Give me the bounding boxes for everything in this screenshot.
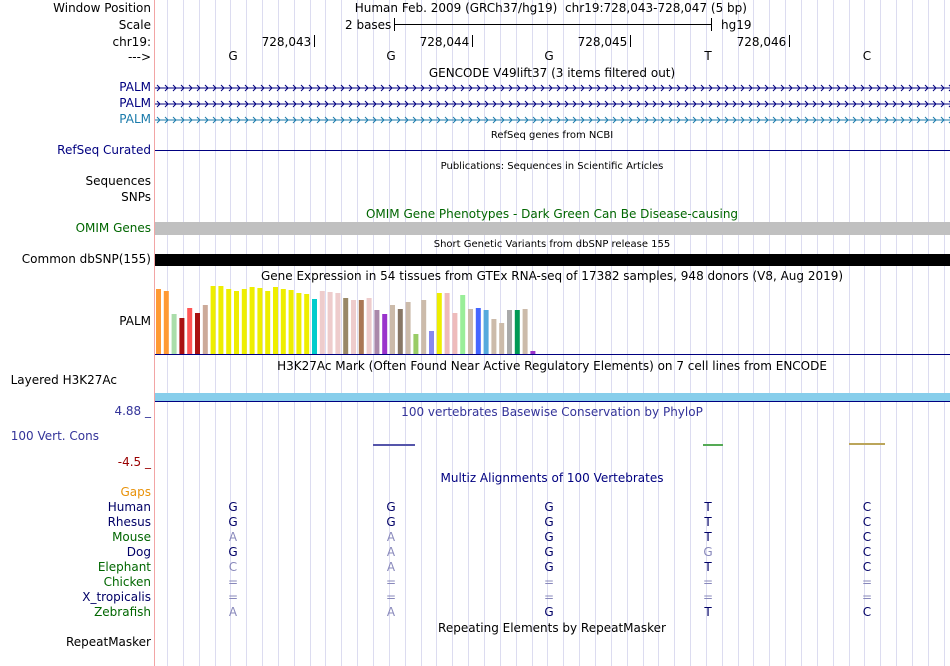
alignment-base: C bbox=[862, 500, 872, 514]
gtex-tissue-bar bbox=[476, 308, 481, 354]
alignment-base: T bbox=[704, 500, 712, 514]
gtex-tissue-bar bbox=[335, 293, 340, 354]
gtex-tissue-bar bbox=[257, 288, 262, 354]
gtex-tissue-bar bbox=[234, 291, 239, 354]
alignment-base: = bbox=[702, 575, 714, 589]
alignment-base: = bbox=[702, 590, 714, 604]
alignment-base: C bbox=[862, 605, 872, 619]
gtex-track-title: Gene Expression in 54 tissues from GTEx RNA-seq of 17382 samples, 948 donors (V8, Aug 2019) bbox=[260, 269, 844, 283]
position-readout: chr19:728,043-728,047 (5 bp) bbox=[565, 1, 747, 15]
gtex-tissue-bar bbox=[359, 300, 364, 354]
gtex-tissue-bar bbox=[452, 313, 457, 354]
alignment-base: C bbox=[862, 545, 872, 559]
repeatmasker-label[interactable]: RepeatMasker bbox=[65, 635, 151, 649]
species-label: Rhesus bbox=[107, 515, 151, 529]
refseq-curated-label[interactable]: RefSeq Curated bbox=[57, 143, 151, 157]
scale-bar-text: 2 bases bbox=[345, 18, 392, 32]
species-label: Elephant bbox=[97, 560, 151, 574]
window-position-label: Window Position bbox=[53, 1, 151, 15]
gtex-tissue-bar bbox=[172, 314, 177, 354]
omim-gene-bar[interactable] bbox=[155, 222, 950, 235]
gtex-tissue-bar bbox=[273, 287, 278, 354]
scale-bar-line bbox=[394, 24, 711, 25]
phylop-score-2 bbox=[703, 444, 723, 446]
species-label: X_tropicalis bbox=[82, 590, 151, 604]
refseq-gene-line[interactable] bbox=[155, 150, 950, 151]
conservation-max-label: 4.88 _ bbox=[114, 404, 151, 418]
gencode-track-title: GENCODE V49lift37 (3 items filtered out) bbox=[428, 66, 676, 80]
gtex-tissue-bar bbox=[484, 310, 489, 354]
dbsnp-track-title: Short Genetic Variants from dbSNP release 155 bbox=[433, 239, 671, 250]
alignment-base: = bbox=[385, 590, 397, 604]
alignment-base: = bbox=[861, 590, 873, 604]
gtex-tissue-bar bbox=[468, 309, 473, 354]
sequences-label[interactable]: Sequences bbox=[85, 174, 151, 188]
gtex-tissue-bar bbox=[203, 305, 208, 354]
reference-base: C bbox=[862, 49, 872, 63]
chrom-label: chr19: bbox=[112, 35, 151, 49]
repeatmasker-track-title: Repeating Elements by RepeatMasker bbox=[438, 621, 666, 635]
alignment-base: = bbox=[861, 575, 873, 589]
coordinate-tick bbox=[472, 35, 473, 47]
gtex-tissue-bar bbox=[491, 319, 496, 354]
strand-label: ---> bbox=[127, 50, 151, 64]
track-data-area[interactable] bbox=[155, 0, 950, 666]
reference-base: G bbox=[228, 49, 238, 63]
gtex-tissue-bar bbox=[195, 313, 200, 354]
gtex-tissue-bar bbox=[421, 300, 426, 354]
h3k27ac-signal-bar[interactable] bbox=[155, 393, 950, 401]
coordinate-tick bbox=[630, 35, 631, 47]
species-label: Human bbox=[107, 500, 151, 514]
alignment-base: C bbox=[862, 530, 872, 544]
gtex-tissue-bar bbox=[304, 294, 309, 354]
gtex-palm-label[interactable]: PALM bbox=[119, 314, 151, 328]
multiz-track-title: Multiz Alignments of 100 Vertebrates bbox=[440, 471, 664, 485]
alignment-base: A bbox=[386, 560, 396, 574]
gtex-tissue-bar bbox=[164, 291, 169, 354]
common-dbsnp-label[interactable]: Common dbSNP(155) bbox=[21, 252, 151, 266]
vert-cons-label[interactable]: 100 Vert. Cons bbox=[10, 429, 99, 443]
gtex-tissue-bar bbox=[218, 286, 223, 354]
gtex-tissue-bar bbox=[211, 286, 216, 354]
palm-track-label-3[interactable]: PALM bbox=[119, 112, 151, 126]
omim-track-title: OMIM Gene Phenotypes - Dark Green Can Be Disease-causing bbox=[365, 207, 739, 221]
coordinate-tick-label: 728,044 bbox=[419, 35, 470, 49]
gtex-tissue-bar bbox=[179, 318, 184, 354]
alignment-base: = bbox=[227, 590, 239, 604]
gtex-tissue-bar bbox=[460, 295, 465, 354]
gtex-tissue-bar bbox=[499, 323, 504, 354]
alignment-base: T bbox=[704, 605, 712, 619]
refseq-track-title: RefSeq genes from NCBI bbox=[490, 130, 614, 141]
snps-label[interactable]: SNPs bbox=[121, 190, 151, 204]
gtex-tissue-bar bbox=[281, 289, 286, 354]
dbsnp-variant-bar[interactable] bbox=[155, 254, 950, 266]
gtex-tissue-bar bbox=[367, 298, 372, 354]
scale-label: Scale bbox=[118, 18, 151, 32]
species-label: Mouse bbox=[112, 530, 151, 544]
alignment-base: C bbox=[862, 560, 872, 574]
gtex-tissue-bar bbox=[413, 334, 418, 354]
alignment-base: = bbox=[385, 575, 397, 589]
alignment-base: T bbox=[704, 560, 712, 574]
species-label: Dog bbox=[126, 545, 151, 559]
alignment-base: G bbox=[228, 500, 238, 514]
gtex-tissue-bar bbox=[507, 310, 512, 354]
alignment-base: G bbox=[228, 545, 238, 559]
phylop-score-3 bbox=[849, 443, 885, 445]
coordinate-tick bbox=[789, 35, 790, 47]
gtex-tissue-bar bbox=[437, 293, 442, 354]
assembly-title: Human Feb. 2009 (GRCh37/hg19) bbox=[354, 1, 558, 15]
reference-base: T bbox=[704, 49, 712, 63]
gtex-tissue-bar bbox=[445, 293, 450, 354]
gtex-tissue-bar bbox=[390, 305, 395, 354]
palm-track-label-1[interactable]: PALM bbox=[119, 80, 151, 94]
palm-transcript-1[interactable] bbox=[155, 83, 950, 93]
gtex-tissue-bar bbox=[156, 289, 161, 354]
palm-transcript-3[interactable] bbox=[155, 115, 950, 125]
gtex-tissue-bar bbox=[265, 291, 270, 354]
gtex-tissue-bar bbox=[312, 299, 317, 354]
alignment-base: G bbox=[386, 515, 396, 529]
reference-base: G bbox=[386, 49, 396, 63]
gtex-tissue-bar bbox=[382, 314, 387, 354]
gtex-tissue-bar bbox=[250, 287, 255, 354]
gtex-tissue-bar bbox=[343, 298, 348, 354]
reference-base: G bbox=[544, 49, 554, 63]
scale-db-label: hg19 bbox=[721, 18, 752, 32]
track-labels bbox=[0, 0, 153, 666]
alignment-base: G bbox=[544, 530, 554, 544]
alignment-base: T bbox=[704, 530, 712, 544]
species-label: Zebrafish bbox=[94, 605, 151, 619]
gtex-tissue-bar bbox=[374, 310, 379, 354]
phylop-track-title: 100 vertebrates Basewise Conservation by PhyloP bbox=[401, 405, 703, 419]
alignment-base: = bbox=[543, 590, 555, 604]
gaps-label: Gaps bbox=[120, 485, 151, 499]
gtex-baseline bbox=[155, 354, 950, 355]
phylop-score-1 bbox=[373, 444, 415, 446]
alignment-base: G bbox=[386, 500, 396, 514]
alignment-base: A bbox=[386, 605, 396, 619]
alignment-base: C bbox=[862, 515, 872, 529]
alignment-base: A bbox=[386, 545, 396, 559]
alignment-base: G bbox=[544, 545, 554, 559]
gtex-tissue-bar bbox=[398, 309, 403, 354]
coordinate-tick-label: 728,045 bbox=[577, 35, 628, 49]
alignment-base: G bbox=[544, 515, 554, 529]
alignment-base: A bbox=[386, 530, 396, 544]
coordinate-tick bbox=[314, 35, 315, 47]
gtex-tissue-bar bbox=[351, 300, 356, 354]
gtex-tissue-bar bbox=[515, 310, 520, 354]
palm-transcript-2[interactable] bbox=[155, 99, 950, 109]
conservation-min-label: -4.5 _ bbox=[117, 455, 151, 469]
gtex-tissue-bar bbox=[296, 293, 301, 354]
alignment-base: = bbox=[543, 575, 555, 589]
gtex-tissue-bar bbox=[289, 290, 294, 354]
gtex-tissue-bar bbox=[328, 292, 333, 354]
species-label: Chicken bbox=[103, 575, 151, 589]
h3k27ac-baseline bbox=[155, 401, 950, 402]
alignment-base: T bbox=[704, 515, 712, 529]
gtex-tissue-bar bbox=[226, 289, 231, 354]
gtex-tissue-bar bbox=[187, 308, 192, 354]
gtex-tissue-bar bbox=[429, 331, 434, 354]
gtex-tissue-bar bbox=[242, 289, 247, 354]
gtex-tissue-bar bbox=[406, 302, 411, 354]
alignment-base: G bbox=[544, 605, 554, 619]
alignment-base: = bbox=[227, 575, 239, 589]
alignment-base: A bbox=[228, 605, 238, 619]
layered-h3k27ac-label[interactable]: Layered H3K27Ac bbox=[10, 373, 117, 387]
omim-genes-label[interactable]: OMIM Genes bbox=[75, 221, 151, 235]
alignment-base: G bbox=[544, 500, 554, 514]
alignment-base: G bbox=[703, 545, 713, 559]
alignment-base: A bbox=[228, 530, 238, 544]
h3k27ac-track-title: H3K27Ac Mark (Often Found Near Active Regulatory Elements) on 7 cell lines from ENCODE bbox=[277, 359, 827, 373]
palm-track-label-2[interactable]: PALM bbox=[119, 96, 151, 110]
alignment-base: G bbox=[228, 515, 238, 529]
gtex-tissue-bar bbox=[523, 309, 528, 354]
publications-track-title: Publications: Sequences in Scientific Articles bbox=[440, 161, 664, 172]
scale-bar-end-tick bbox=[711, 18, 712, 31]
gtex-tissue-bar bbox=[320, 291, 325, 354]
gtex-expression-chart[interactable] bbox=[155, 286, 950, 356]
coordinate-tick-label: 728,043 bbox=[261, 35, 312, 49]
alignment-base: G bbox=[544, 560, 554, 574]
coordinate-tick-label: 728,046 bbox=[736, 35, 787, 49]
alignment-base: C bbox=[228, 560, 238, 574]
